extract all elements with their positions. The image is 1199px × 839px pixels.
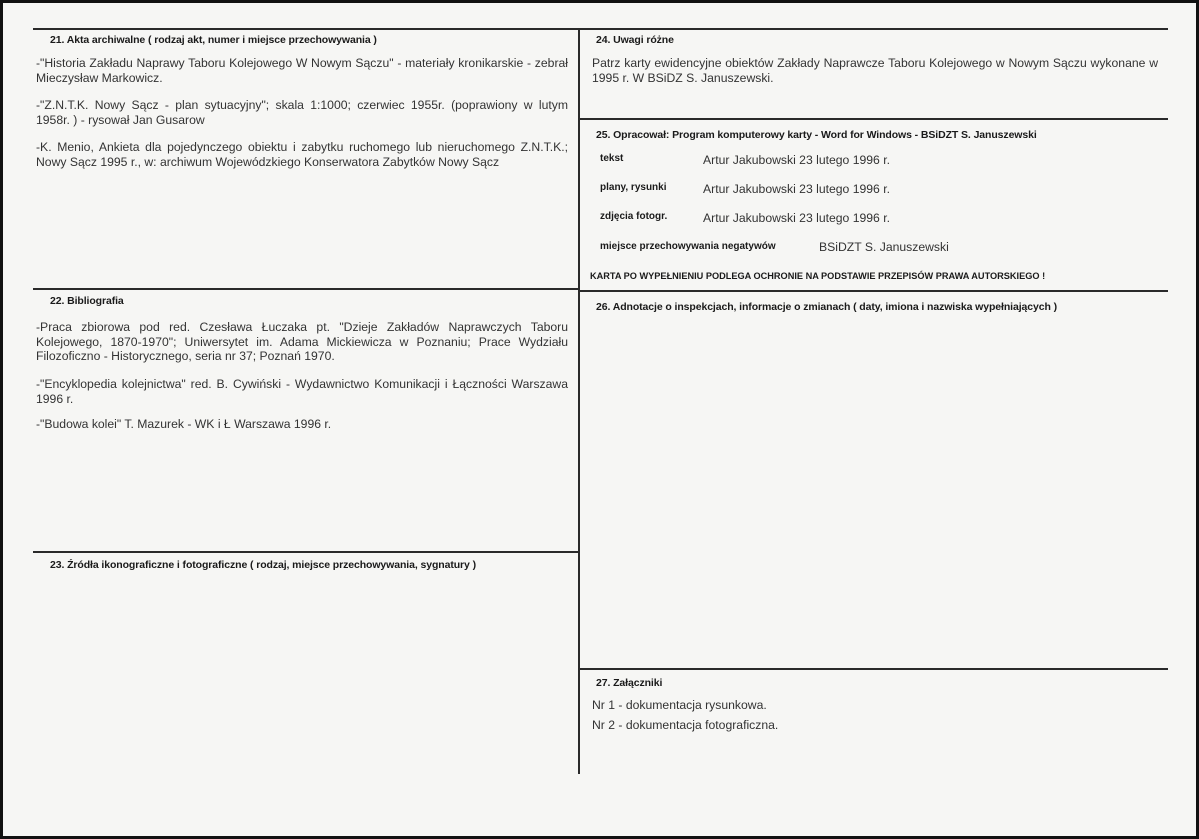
author-row-label: plany, rysunki: [600, 182, 667, 193]
section-22-header: 22. Bibliografia: [50, 295, 124, 307]
top-border-line: [33, 28, 1168, 30]
section-23-header: 23. Źródła ikonograficzne i fotograficzne ( rodzaj, miejsce przechowywania, sygnatury ): [50, 559, 476, 571]
section-21-item: -K. Menio, Ankieta dla pojedynczego obiektu i zabytku ruchomego lub nieruchomego Z.N.T.K.; Nowy Sącz 1995 r., w: archiwum Wojewódzkiego Konserwatora Zabytków Nowy Sącz: [36, 140, 568, 169]
divider-24-25: [578, 118, 1168, 120]
section-24-header: 24. Uwagi różne: [596, 34, 674, 46]
divider-26-27: [578, 668, 1168, 670]
section-26-header: 26. Adnotacje o inspekcjach, informacje o zmianach ( daty, imiona i nazwiska wypełniających ): [596, 301, 1058, 313]
section-21-item: -"Z.N.T.K. Nowy Sącz - plan sytuacyjny"; skala 1:1000; czerwiec 1955r. (poprawiony w lutym 1958r. ) - rysował Jan Gusarow: [36, 98, 568, 127]
section-21-header: 21. Akta archiwalne ( rodzaj akt, numer i miejsce przechowywania ): [50, 34, 377, 46]
section-25-header: 25. Opracował: Program komputerowy karty - Word for Windows - BSiDZT S. Januszewski: [596, 129, 1037, 141]
author-row-label: tekst: [600, 153, 624, 164]
section-22-item: -"Encyklopedia kolejnictwa" red. B. Cywiński - Wydawnictwo Komunikacji i Łączności Warszawa 1996 r.: [36, 377, 568, 406]
divider-21-22: [33, 288, 579, 290]
section-22-item: -"Budowa kolei" T. Mazurek - WK i Ł Warszawa 1996 r.: [36, 417, 332, 431]
section-24-text: Patrz karty ewidencyjne obiektów Zakłady Naprawcze Taboru Kolejowego w Nowym Sączu wykonane w 1995 r. W BSiDZ S. Januszewski.: [592, 56, 1158, 85]
author-row-value: BSiDZT S. Januszewski: [819, 240, 949, 254]
author-row-label: zdjęcia fotogr.: [600, 211, 668, 222]
author-row-value: Artur Jakubowski 23 lutego 1996 r.: [703, 211, 890, 225]
attachment-item: Nr 2 - dokumentacja fotograficzna.: [592, 718, 779, 732]
author-row-value: Artur Jakubowski 23 lutego 1996 r.: [703, 182, 890, 196]
section-21-item: -"Historia Zakładu Naprawy Taboru Kolejowego W Nowym Sączu" - materiały kronikarskie - zebrał Mieczysław Markowicz.: [36, 56, 568, 85]
center-divider: [578, 28, 580, 774]
author-row-value: Artur Jakubowski 23 lutego 1996 r.: [703, 153, 890, 167]
author-row-label: miejsce przechowywania negatywów: [600, 241, 776, 252]
section-22-item: -Praca zbiorowa pod red. Czesława Łuczaka pt. "Dzieje Zakładów Naprawczych Taboru Kolejowego, 1870-1970"; Uniwersytet im. Adama Mickiewicza w Poznaniu; Prace Wydziału Filozoficzno - Historycznego, seria nr 37; Poznań 1970.: [36, 320, 568, 363]
copyright-warning: KARTA PO WYPEŁNIENIU PODLEGA OCHRONIE NA PODSTAWIE PRZEPISÓW PRAWA AUTORSKIEGO !: [590, 271, 1046, 281]
divider-25-26: [578, 290, 1168, 292]
divider-22-23: [33, 551, 579, 553]
attachment-item: Nr 1 - dokumentacja rysunkowa.: [592, 698, 767, 712]
section-27-header: 27. Załączniki: [596, 677, 663, 689]
